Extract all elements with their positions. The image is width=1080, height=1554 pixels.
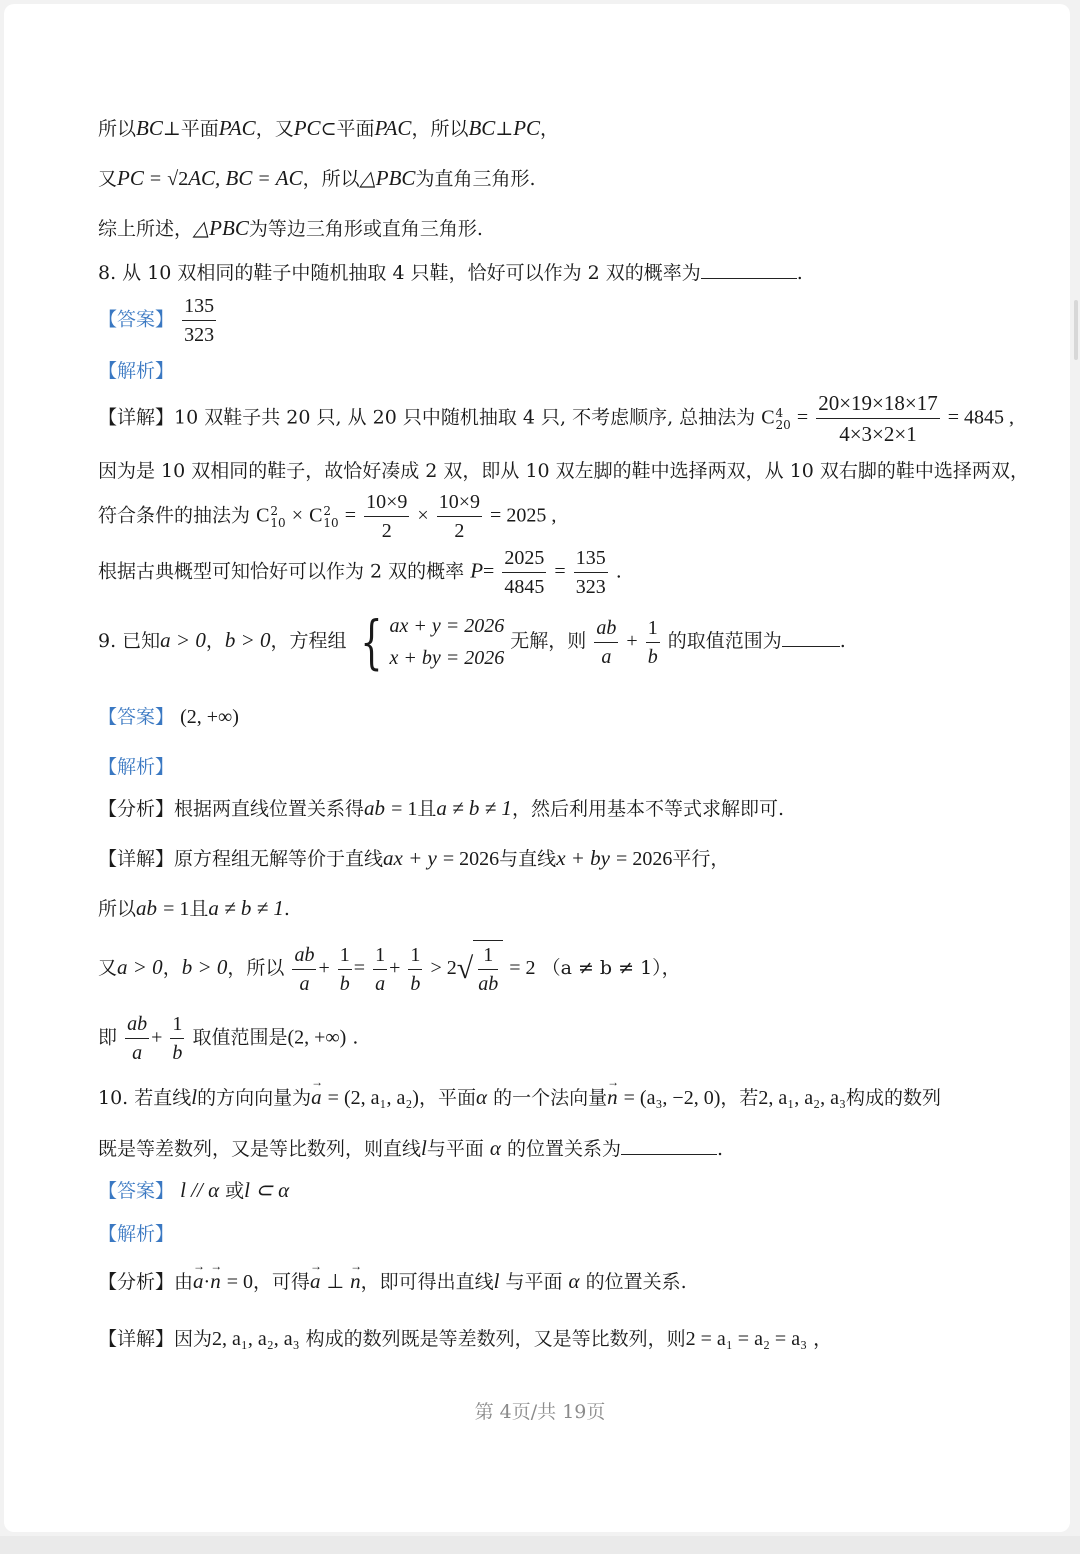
answer-9: 【答案】 (2, +∞) — [98, 706, 239, 728]
detail-9a: 【详解】原方程组无解等价于直线ax + y = 2026与直线x + by = 2026平行， — [98, 846, 730, 870]
analysis-tag-10: 【解析】 — [98, 1223, 175, 1245]
detail-8a: 【详解】10 双鞋子共 20 只, 从 20 只中随机抽取 4 只, 不考虑顺序, 总抽法为 C 4 20 = $\frac{20\times 19\times 18\times 17}{4\times 3\times 2\times 1}$ = 4845 , — [98, 388, 1014, 449]
question-10b: 既是等差数列，又是等比数列，则直线l与平面 α 的位置关系为 . — [98, 1136, 724, 1160]
bottom-strip — [0, 1536, 1080, 1554]
line-1: 所以BC⊥平面PAC，又PC⊂平面PAC，所以BC⊥PC， — [98, 116, 560, 140]
question-9: 9. 已知a > 0，b > 0，方程组 { ax + y = 2026 x + by = 2026 无解，则 $\frac{ab}{a}$ + $\frac{1}{b}$ 的取值范围为 . — [98, 608, 846, 676]
scrollbar-thumb[interactable] — [1074, 300, 1078, 360]
answer-blank — [701, 262, 797, 279]
question-8: 8. 从 10 双相同的鞋子中随机抽取 4 只鞋，恰好可以作为 2 双的概率为 . — [98, 262, 803, 284]
detail-8d: 根据古典概型可知恰好可以作为 2 双的概率 P= $\frac{2025}{4845}$ = $\frac{135}{323}$ . — [98, 544, 622, 601]
line-3: 综上所述，△PBC为等边三角形或直角三角形. — [98, 216, 483, 240]
detail-9b: 所以ab = 1且a ≠ b ≠ 1. — [98, 896, 290, 920]
page-footer: 第 4页/共 19页 — [474, 1401, 606, 1423]
analysis-9: 【分析】根据两直线位置关系得ab = 1且a ≠ b ≠ 1，然后利用基本不等式求解即可. — [98, 796, 784, 820]
answer-blank — [782, 630, 840, 647]
detail-8b: 因为是 10 双相同的鞋子，故恰好凑成 2 双，即从 10 双左脚的鞋中选择两双，从 10 双右脚的鞋中选择两双， — [98, 460, 1029, 482]
answer-8: 【答案】 $\frac{135}{323}$ — [98, 292, 218, 349]
analysis-tag-9: 【解析】 — [98, 756, 175, 778]
answer-tag: 【答案】 — [98, 308, 175, 331]
answer-blank — [621, 1138, 717, 1155]
detail-10: 【详解】因为2, a₁, a₂, a₃ 构成的数列既是等差数列，又是等比数列，则2 = a₁ = a₂ = a₃ ， — [98, 1328, 833, 1350]
analysis-tag-8: 【解析】 — [98, 360, 175, 382]
detail-9c: 又a > 0，b > 0，所以 $\frac{ab}{a}$ + $\frac{1}{b}$ = $\frac{1}{a}$ + $\frac{1}{b}$ > 2√ $\frac{1}{ab}$ = 2 （a ≠ b ≠ 1）， — [98, 940, 681, 998]
analysis-10: 【分析】由→ a·→ n = 0，可得→ a ⊥ → n，即可得出直线l 与平面 α 的位置关系. — [98, 1267, 687, 1294]
detail-9d: 即 $\frac{ab}{a}$ + $\frac{1}{b}$ 取值范围是(2, +∞) . — [98, 1010, 358, 1067]
answer-10: 【答案】 l // α 或l ⊂ α — [98, 1178, 290, 1202]
detail-8c: 符合条件的抽法为 C 2 10 × C 2 10 = $\frac{10\times 9}{2}$ × $\frac{10\times 9}{2}$ = 2025 , — [98, 488, 556, 545]
line-2: 又PC = √2AC, BC = AC，所以△PBC为直角三角形. — [98, 166, 536, 190]
question-10a: 10. 若直线l的方向向量为→ a = (2, a₁, a₂)，平面α 的一个法向量→ n = (a₃, −2, 0)，若2, a₁, a₂, a₃构成的数列 — [98, 1083, 941, 1110]
